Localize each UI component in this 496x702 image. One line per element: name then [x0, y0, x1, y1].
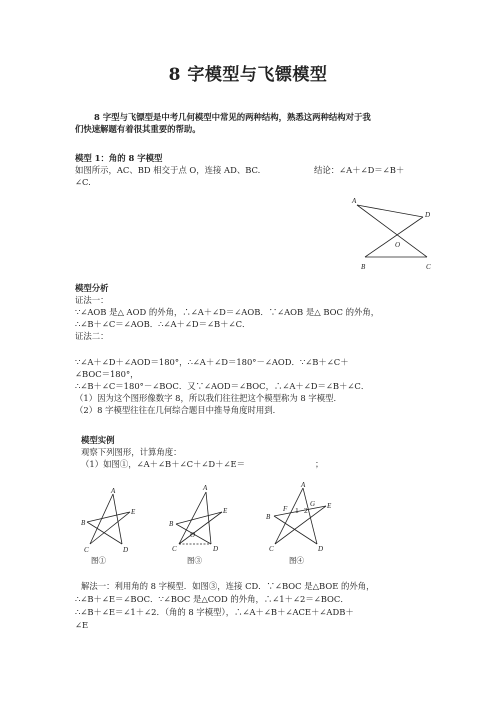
point-a-label: A [352, 197, 357, 205]
example-heading: 模型实例 [81, 435, 115, 445]
solution-line: ∴∠B＋∠E＝∠1＋∠2．（角的 8 字模型），∴∠A＋∠B＋∠ACE＋∠ADB＋ [75, 607, 354, 617]
fig3-point-c: C [172, 545, 177, 553]
figure-4-label: 图④ [289, 556, 304, 565]
example-line-2: （1）如图①，∠A＋∠B＋∠C＋∠D＋∠E＝ [81, 459, 245, 469]
figure-1-label: 图① [91, 556, 106, 565]
fig4-angle-2: 2 [304, 506, 308, 515]
fig4-point-d: D [318, 545, 324, 553]
solution-line: ∠E [75, 620, 89, 630]
star-edge [303, 488, 317, 544]
point-b-label: B [361, 263, 366, 271]
fig4-point-c: C [269, 545, 274, 553]
fig1-point-c: C [84, 546, 89, 554]
model1-conclusion: 结论：∠A＋∠D＝∠B＋ [314, 165, 405, 175]
solution-line: ∴∠B＋∠E＝∠BOC．∵∠BOC 是△COD 的外角，∴∠1＋∠2＝∠BOC． [75, 594, 349, 604]
star-edge [179, 512, 222, 544]
fig3-point-o: O [190, 531, 196, 539]
example-line-2-end: ； [315, 459, 324, 469]
figure-3-star [166, 480, 236, 554]
intro-line-2: 们快速解题有着很其重要的帮助。 [75, 124, 201, 134]
page-title: 8 字模型与飞镖模型 [168, 65, 328, 85]
figure-8-model [345, 193, 435, 275]
star-edge [206, 492, 211, 544]
model1-heading: 模型 1：角的 8 字模型 [75, 153, 163, 163]
fig4-point-b: B [266, 513, 271, 521]
solution-line: 解法一：利用角的 8 字模型．如图③，连接 CD．∵∠BOC 是△BOE 的外角， [81, 581, 375, 591]
point-d-label: D [425, 211, 431, 219]
fig4-point-f: F [283, 505, 288, 513]
model1-description: 如图所示，AC、BD 相交于点 O，连接 AD、BC. [75, 165, 261, 175]
fig1-point-d: D [123, 546, 129, 554]
point-o-label: O [395, 241, 401, 249]
analysis-heading: 模型分析 [75, 283, 109, 293]
fig1-point-b: B [81, 519, 86, 527]
fig4-point-a: A [301, 481, 306, 489]
figure-1-star [80, 482, 142, 554]
fig3-point-a: A [203, 484, 208, 492]
fig3-point-b: B [169, 520, 174, 528]
analysis-line: （2）8 字模型往往在几何综合题目中推导角度时用到． [75, 405, 281, 415]
analysis-line: 证法二： [75, 331, 109, 341]
analysis-line: ∵∠AOB 是△ AOD 的外角，∴∠A＋∠D＝∠AOB．∵∠AOB 是△ BOC 的外角， [75, 307, 380, 317]
fig3-point-e: E [223, 507, 228, 515]
analysis-line: （1）因为这个图形像数字 8，所以我们往往把这个模型称为 8 字模型． [75, 393, 342, 403]
analysis-line: ∠BOC＝180°， [75, 369, 139, 379]
model1-description-cont: ∠C. [75, 177, 91, 187]
star-edge [87, 522, 122, 544]
figure-4-star [262, 478, 342, 554]
point-c-label: C [426, 263, 431, 271]
star-edge [275, 488, 303, 544]
fig4-point-g: G [310, 500, 316, 508]
example-line-1: 观察下列图形，计算角度： [81, 447, 182, 457]
analysis-line: ∴∠B＋∠C＝180°－∠BOC．又∵∠AOD＝∠BOC，∴∠A＋∠D＝∠B＋∠C． [75, 381, 370, 391]
segment-db [365, 217, 423, 257]
fig3-point-d: D [213, 545, 219, 553]
star-edge [274, 506, 326, 516]
fig4-angle-1: 1 [295, 506, 299, 515]
analysis-line: ∴∠B＋∠C＝∠AOB．∴∠A＋∠D＝∠B＋∠C． [75, 319, 251, 329]
figure-3-label: 图③ [187, 556, 202, 565]
intro-line-1: 8 字型与飞镖型是中考几何模型中常见的两种结构，熟悉这两种结构对于我 [94, 112, 371, 122]
fig4-point-e: E [327, 502, 332, 510]
analysis-line: ∵∠A＋∠D＋∠AOD＝180°，∴∠A＋∠D＝180°－∠AOD．∵∠B＋∠C＋ [75, 357, 349, 367]
segment-ad [357, 205, 423, 217]
segment-ac [357, 205, 427, 257]
analysis-line: 证法一： [75, 295, 109, 305]
fig1-point-a: A [111, 487, 116, 495]
star-edge [176, 512, 222, 524]
fig1-point-e: E [131, 508, 136, 516]
